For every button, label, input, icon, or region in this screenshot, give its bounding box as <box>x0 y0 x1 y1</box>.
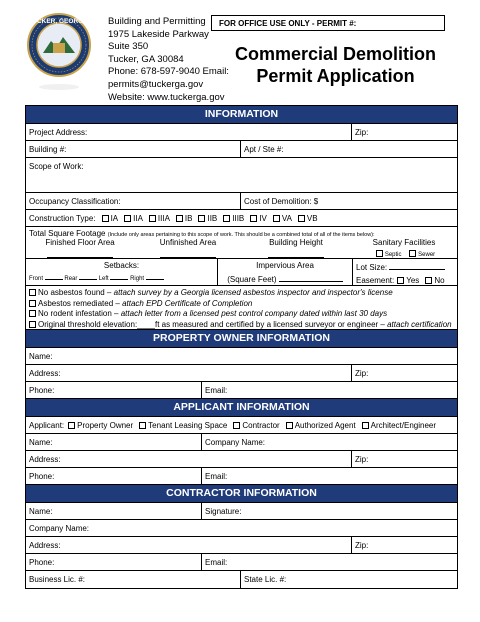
field-unit: (Square Feet) <box>227 275 277 284</box>
address-line: Tucker, GA 30084 <box>108 53 184 65</box>
easement-yes-checkbox[interactable] <box>397 277 404 284</box>
applicant-architect-checkbox[interactable] <box>362 422 369 429</box>
field-label: Email: <box>205 385 228 395</box>
square-footage-block <box>26 227 457 259</box>
setback-rear-label: Rear <box>64 276 78 282</box>
threshold-elevation-checkbox[interactable] <box>29 321 36 328</box>
setback-rear-input[interactable] <box>79 273 97 280</box>
option-label: VA <box>281 213 292 223</box>
page-title <box>208 43 463 87</box>
option-label: No <box>434 276 445 285</box>
address-line: Phone: 678-597-9040 Email: <box>108 66 229 78</box>
field-label: Name: <box>29 506 53 516</box>
field-label: Construction Type: <box>29 213 96 223</box>
occupancy-classification-field[interactable] <box>26 193 240 209</box>
applicant-company-field[interactable] <box>201 434 457 450</box>
total-square-footage-label <box>29 229 375 238</box>
applicant-phone-field[interactable] <box>26 468 201 484</box>
form-row <box>26 382 457 399</box>
field-label: Applicant: <box>29 420 65 430</box>
setbacks-block <box>26 259 457 286</box>
owner-email-field[interactable] <box>201 382 457 398</box>
setback-front-label: Front <box>29 276 44 282</box>
contractor-zip-field[interactable] <box>351 537 457 553</box>
field-label: Email: <box>205 471 228 481</box>
form-row <box>26 537 457 554</box>
field-label: Zip: <box>355 454 369 464</box>
checkbox[interactable] <box>102 215 109 222</box>
impervious-area-field[interactable] <box>217 259 352 285</box>
field-label: Zip: <box>355 540 369 550</box>
easement-label: Easement: <box>356 276 395 285</box>
option-label: IIIB <box>232 213 245 223</box>
field-label: Finished Floor Area <box>45 238 115 247</box>
contractor-name-field[interactable] <box>26 503 201 519</box>
address-line: permits@tuckerga.gov <box>108 78 204 90</box>
option-label: Architect/Engineer <box>370 420 437 430</box>
lot-easement-group <box>352 259 457 285</box>
address-line: Suite 350 <box>108 41 149 53</box>
field-label: Company Name: <box>205 437 266 447</box>
item-note: attach certification <box>387 319 452 329</box>
no-asbestos-checkbox[interactable] <box>29 289 36 296</box>
field-label: Occupancy Classification: <box>29 196 121 206</box>
business-license-field[interactable] <box>26 571 240 588</box>
permit-form <box>25 105 458 589</box>
no-rodent-item <box>29 309 457 320</box>
contractor-company-field[interactable] <box>26 520 457 536</box>
field-label: Phone: <box>29 557 55 567</box>
form-row <box>26 520 457 537</box>
option-label: IIA <box>133 213 143 223</box>
field-label: Impervious Area <box>256 261 314 270</box>
checkbox[interactable] <box>250 215 257 222</box>
option-label: IA <box>110 213 119 223</box>
item-label: Asbestos remediated – <box>38 298 120 308</box>
input-line <box>47 247 113 258</box>
title-line: Permit Application <box>256 66 415 86</box>
field-label: Address: <box>29 454 61 464</box>
field-label: Building #: <box>29 144 67 154</box>
form-row <box>26 503 457 520</box>
asbestos-remediated-item <box>29 299 457 310</box>
form-row <box>26 571 457 588</box>
checkbox[interactable] <box>223 215 230 222</box>
form-row <box>26 348 457 365</box>
option-label: Yes <box>406 276 420 285</box>
address-line: 1975 Lakeside Parkway <box>108 28 209 40</box>
field-label: Signature: <box>205 506 242 516</box>
setback-left-input[interactable] <box>110 273 128 280</box>
zip-field[interactable] <box>351 124 457 140</box>
field-note: (Include only areas pertaining to this scope of work. This should be a combined total of all of the items below): <box>107 232 375 238</box>
input-line <box>279 273 343 282</box>
sewer-checkbox[interactable] <box>409 250 416 257</box>
option-label: Contractor <box>242 420 280 430</box>
option-label: Property Owner <box>77 420 134 430</box>
field-label: Name: <box>29 351 53 361</box>
option-label: Sewer <box>418 252 436 258</box>
option-label: IV <box>259 213 267 223</box>
field-label: Business Lic. #: <box>29 575 86 584</box>
form-row <box>26 158 457 193</box>
contractor-phone-field[interactable] <box>26 554 201 570</box>
option-label: Tenant Leasing Space <box>148 420 228 430</box>
field-label: Zip: <box>355 368 369 378</box>
field-label: State Lic. #: <box>244 575 287 584</box>
field-label: Address: <box>29 540 61 550</box>
owner-name-field[interactable] <box>26 348 457 364</box>
applicant-address-field[interactable] <box>26 451 351 467</box>
applicant-name-field[interactable] <box>26 434 201 450</box>
office-use-permit-field[interactable]: FOR OFFICE USE ONLY - PERMIT #: <box>211 15 445 31</box>
septic-checkbox[interactable] <box>376 250 383 257</box>
item-note: attach letter from a licensed pest control company dated within last 30 days <box>120 309 388 318</box>
section-heading-contractor: CONTRACTOR INFORMATION <box>26 485 457 503</box>
applicant-agent-checkbox[interactable] <box>286 422 293 429</box>
item-note: attach EPD Certificate of Completion <box>122 298 253 308</box>
form-row <box>26 193 457 210</box>
input-line <box>268 247 324 258</box>
setback-front-input[interactable] <box>45 273 63 280</box>
lot-size-label: Lot Size: <box>356 263 388 272</box>
checkbox[interactable] <box>273 215 280 222</box>
field-label: Name: <box>29 437 53 447</box>
form-row <box>26 434 457 451</box>
cost-of-demolition-field[interactable] <box>240 193 457 209</box>
unfinished-area-field[interactable] <box>134 238 242 260</box>
checkbox[interactable] <box>298 215 305 222</box>
field-label: Total Square Footage <box>29 229 106 238</box>
form-row <box>26 210 457 227</box>
setbacks-group <box>26 259 217 285</box>
applicant-contractor-checkbox[interactable] <box>233 422 240 429</box>
form-row <box>26 365 457 382</box>
contractor-signature-field[interactable] <box>201 503 457 519</box>
asbestos-remediated-checkbox[interactable] <box>29 300 36 307</box>
setback-right-input[interactable] <box>146 273 164 280</box>
no-asbestos-item <box>29 288 457 299</box>
apt-suite-field[interactable] <box>240 141 457 157</box>
section-heading-applicant: APPLICANT INFORMATION <box>26 399 457 417</box>
field-label: Address: <box>29 368 61 378</box>
field-label: Unfinished Area <box>159 238 217 247</box>
form-row <box>26 417 457 434</box>
field-label: Company Name: <box>29 523 90 533</box>
field-label: Phone: <box>29 385 55 395</box>
field-label: Building Height <box>269 238 323 247</box>
setback-right-label: Right <box>130 276 145 282</box>
field-label: Apt / Ste #: <box>244 144 284 154</box>
checkbox[interactable] <box>124 215 131 222</box>
field-label: Cost of Demolition: $ <box>244 196 319 206</box>
contractor-address-field[interactable] <box>26 537 351 553</box>
option-label: Authorized Agent <box>294 420 356 430</box>
option-label: VB <box>306 213 318 223</box>
applicant-property-owner-checkbox[interactable] <box>68 422 75 429</box>
certifications-block <box>26 286 457 330</box>
form-row <box>26 141 457 158</box>
threshold-elevation-item <box>29 320 457 331</box>
form-row <box>26 468 457 485</box>
address-line: Building and Permitting <box>108 16 206 27</box>
applicant-email-field[interactable] <box>201 468 457 484</box>
construction-type-group <box>26 210 457 226</box>
seal-text: TUCKER, GEORGIA <box>28 18 90 25</box>
item-label: Original threshold elevation:____ft as measured and certified by a licensed surveyor or engineer – <box>38 319 385 329</box>
lot-size-input[interactable] <box>389 261 445 270</box>
title-line: Commercial Demolition <box>234 44 437 64</box>
sanitary-facilities-group <box>350 238 458 258</box>
field-label: Project Address: <box>29 127 88 137</box>
field-label: Sanitary Facilities <box>372 238 436 247</box>
checkbox[interactable] <box>149 215 156 222</box>
building-height-field[interactable] <box>242 238 350 260</box>
city-seal-logo <box>27 13 91 95</box>
owner-phone-field[interactable] <box>26 382 201 398</box>
form-row <box>26 451 457 468</box>
field-label: Setbacks: <box>103 261 140 270</box>
owner-address-field[interactable] <box>26 365 351 381</box>
input-line <box>160 247 216 258</box>
field-label: Scope of Work: <box>29 162 84 171</box>
section-heading-information: INFORMATION <box>26 106 457 124</box>
finished-floor-area-field[interactable] <box>26 238 134 260</box>
checkbox[interactable] <box>198 215 205 222</box>
applicant-type-group <box>26 417 457 433</box>
address-line: Website: www.tuckerga.gov <box>108 91 225 103</box>
section-heading-property-owner: PROPERTY OWNER INFORMATION <box>26 330 457 348</box>
easement-no-checkbox[interactable] <box>425 277 432 284</box>
project-address-field[interactable] <box>26 124 351 140</box>
state-license-field[interactable] <box>240 571 457 588</box>
field-label: Email: <box>205 557 228 567</box>
item-label: No asbestos found – <box>38 288 112 297</box>
option-label: Septic <box>384 252 402 258</box>
contractor-email-field[interactable] <box>201 554 457 570</box>
option-label: IB <box>184 213 193 223</box>
field-label: Zip: <box>355 127 369 137</box>
building-number-field[interactable] <box>26 141 240 157</box>
option-label: IIIA <box>157 213 170 223</box>
field-label: Phone: <box>29 471 55 481</box>
setback-left-label: Left <box>98 276 109 282</box>
option-label: IIB <box>207 213 218 223</box>
form-row <box>26 554 457 571</box>
form-row <box>26 124 457 141</box>
applicant-zip-field[interactable] <box>351 451 457 467</box>
item-note: attach survey by a Georgia licensed asbestos inspector and inspector's license <box>113 288 393 297</box>
applicant-tenant-checkbox[interactable] <box>139 422 146 429</box>
scope-of-work-field[interactable] <box>26 158 457 192</box>
item-label: No rodent infestation – <box>38 309 119 318</box>
checkbox[interactable] <box>176 215 183 222</box>
owner-zip-field[interactable] <box>351 365 457 381</box>
no-rodent-checkbox[interactable] <box>29 310 36 317</box>
